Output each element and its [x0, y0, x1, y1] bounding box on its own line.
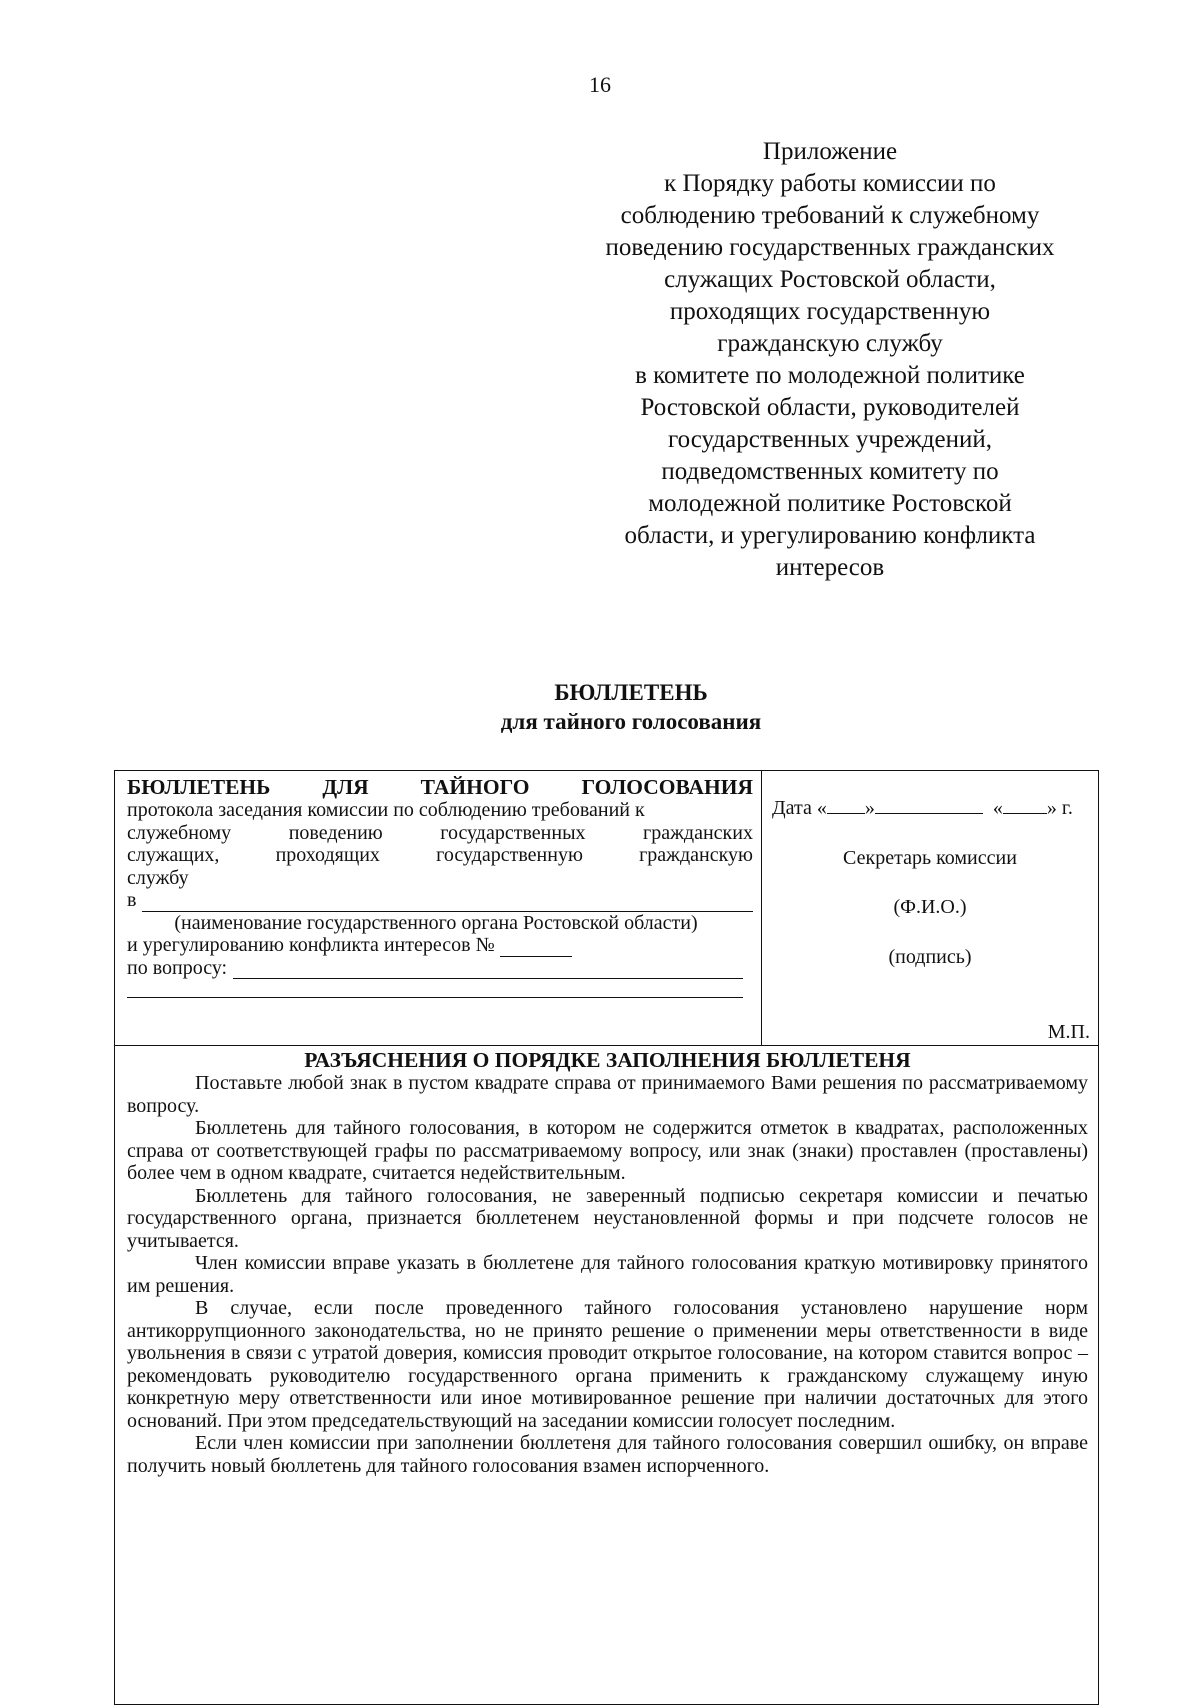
heading-word: ДЛЯ — [322, 775, 369, 799]
title-line-1: БЮЛЛЕТЕНЬ — [554, 680, 708, 705]
appendix-line: интересов — [775, 554, 885, 581]
explanation-paragraph: Бюллетень для тайного голосования, в котором не содержится отметок в квадратах, расположенных справа от соответствующей графы по рассматриваемому вопросу, или знак (знаки) проставлен (проставлены) более чем в одном квадрате, считается недействительным. — [127, 1117, 1088, 1184]
organ-blank[interactable] — [142, 893, 753, 912]
ballot-word: государственную — [436, 844, 583, 866]
ballot-word: государственных — [440, 821, 586, 844]
appendix-line: гражданскую службу — [717, 330, 943, 357]
date-mid: » — [864, 797, 875, 819]
day-blank[interactable] — [827, 797, 865, 814]
explanation-paragraph: Член комиссии вправе указать в бюллетене для тайного голосования краткую мотивировку принятого им решения. — [127, 1252, 1088, 1297]
question-blank-2[interactable] — [127, 979, 743, 998]
explanation-paragraph: Бюллетень для тайного голосования, не заверенный подписью секретаря комиссии и печатью государственного органа, признается бюллетенем неустановленной формы и при подсчете голосов не учитывается. — [127, 1184, 1088, 1252]
appendix-line: поведению государственных гражданских — [605, 234, 1055, 261]
explanation-paragraph: Если член комиссии при заполнении бюллетеня для тайного голосования совершил ошибку, он вправе получить новый бюллетень для тайного голосования взамен испорченного. — [127, 1432, 1088, 1477]
ballot-word: поведению — [288, 821, 383, 844]
appendix-line: Ростовской области, руководителей — [640, 394, 1020, 421]
ballot-form — [114, 770, 1099, 1705]
in-label: в — [127, 889, 137, 911]
ballot-word: служащих, — [127, 844, 220, 866]
heading-word: БЮЛЛЕТЕНЬ — [127, 775, 271, 799]
explanation-paragraph: В случае, если после проведенного тайного голосования установлено нарушение норм антикоррупционного законодательства, но не принято решение о применении меры ответственности в виде увольнения в связи с утратой доверия, комиссия проводит открытое голосование, на котором ставится вопрос – рекомендовать руководителю государственного органа применить к гражданскому служащему иную конкретную меру ответственности или иное мотивированное решение при наличии достаточных для этого оснований. При этом председательствующий на заседании комиссии голосует последним. — [127, 1297, 1088, 1432]
month-blank[interactable] — [875, 797, 983, 814]
secretary-label: Секретарь комиссии — [843, 846, 1017, 869]
conflict-line — [127, 934, 753, 957]
ballot-left-cell — [115, 771, 762, 1045]
date-line — [772, 797, 1088, 820]
appendix-block — [560, 136, 1100, 584]
ballot-word: гражданских — [643, 821, 753, 844]
question-blank[interactable] — [233, 960, 743, 979]
heading-word: ГОЛОСОВАНИЯ — [581, 775, 753, 799]
organ-fill-line — [127, 889, 753, 912]
year-blank[interactable] — [1003, 797, 1047, 814]
appendix-line: проходящих государственную — [669, 298, 991, 325]
ballot-heading — [127, 775, 753, 799]
stamp-label: М.П. — [1047, 1020, 1090, 1043]
ballot-header-row — [115, 771, 1098, 1046]
question-fill-line — [127, 957, 743, 980]
ballot-line: службу — [127, 866, 189, 889]
ballot-right-cell — [762, 771, 1098, 1045]
ballot-word: проходящих — [275, 844, 380, 866]
protocol-number-blank[interactable] — [500, 938, 572, 957]
date-open2: « — [992, 797, 1003, 819]
date-prefix: Дата « — [772, 797, 827, 819]
explanation-paragraph: Поставьте любой знак в пустом квадрате справа от принимаемого Вами решения по рассматриваемому вопросу. — [127, 1072, 1088, 1117]
title-line-2: для тайного голосования — [500, 709, 762, 734]
appendix-line: молодежной политике Ростовской — [648, 490, 1012, 517]
appendix-line: государственных учреждений, — [668, 426, 992, 453]
heading-word: ТАЙНОГО — [420, 775, 530, 799]
conflict-label: и урегулированию конфликта интересов № — [127, 934, 495, 956]
page-number: 16 — [589, 72, 611, 97]
appendix-line: области, и урегулированию конфликта — [624, 522, 1036, 549]
ballot-word: гражданскую — [639, 844, 753, 866]
appendix-line: в комитете по молодежной политике — [635, 362, 1025, 389]
appendix-line: подведомственных комитету по — [661, 458, 999, 485]
appendix-line: к Порядку работы комиссии по — [664, 170, 996, 197]
question-label: по вопросу: — [127, 956, 228, 979]
explanations-title: РАЗЪЯСНЕНИЯ О ПОРЯДКЕ ЗАПОЛНЕНИЯ БЮЛЛЕТЕНЯ — [304, 1048, 911, 1072]
date-suffix: » г. — [1046, 797, 1073, 819]
ballot-word: служебному — [127, 821, 232, 844]
ballot-line — [127, 844, 753, 867]
appendix-line: Приложение — [762, 138, 898, 165]
fio-label: (Ф.И.О.) — [893, 896, 967, 918]
ballot-line — [127, 822, 753, 845]
document-title — [0, 678, 1200, 736]
explanations-section — [115, 1046, 1098, 1477]
organ-caption: (наименование государственного органа Ростовской области) — [174, 911, 698, 934]
appendix-line: служащих Ростовской области, — [664, 266, 996, 293]
appendix-line: соблюдению требований к служебному — [620, 202, 1040, 229]
signature-label: (подпись) — [888, 945, 972, 968]
ballot-line: протокола заседания комиссии по соблюдению требований к — [127, 799, 645, 821]
